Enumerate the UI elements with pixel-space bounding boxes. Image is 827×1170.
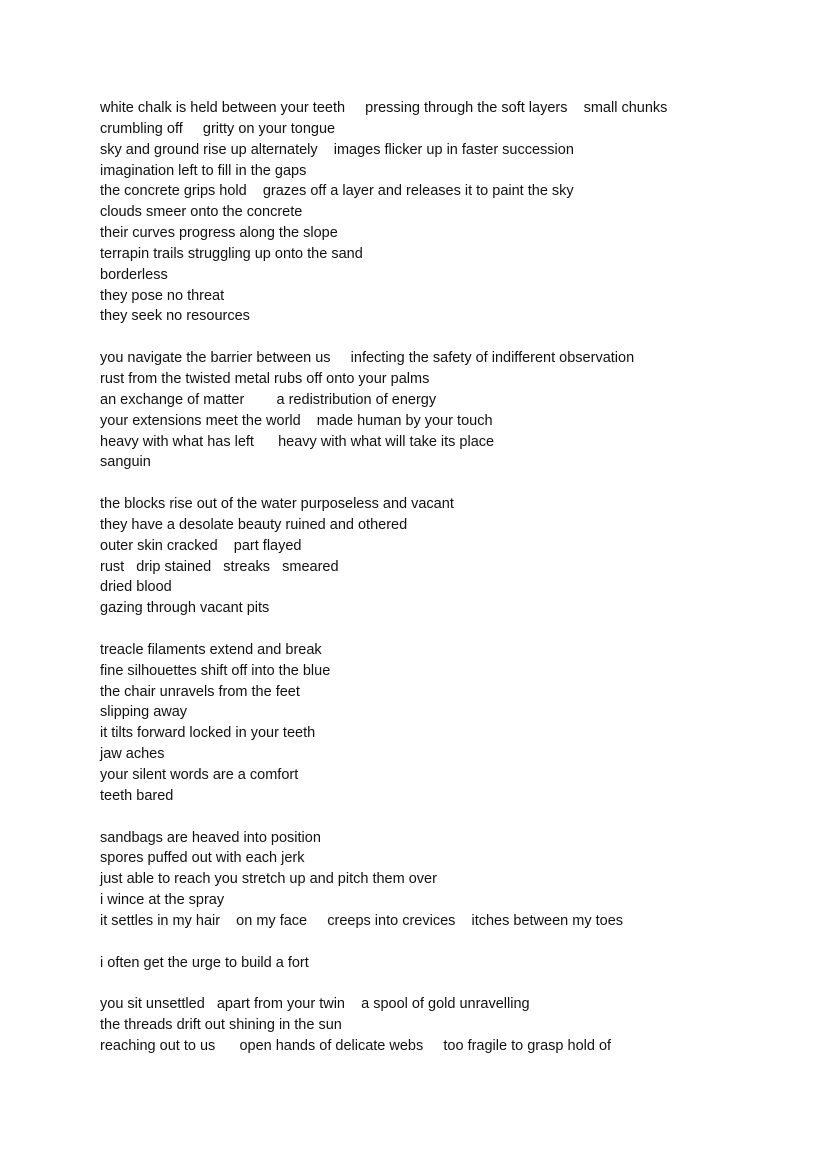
poem-line: the chair unravels from the feet: [100, 683, 300, 700]
poem-line: clouds smeer onto the concrete: [100, 204, 303, 221]
poem-line: fine silhouettes shift off into the blue: [100, 662, 331, 679]
poem-text: [100, 98, 800, 1057]
poem-line: gazing through vacant pits: [100, 600, 270, 617]
poem-line: rust from the twisted metal rubs off onto your palms: [100, 370, 430, 387]
poem-line: rust drip stained streaks smeared: [100, 558, 339, 575]
stanza-6: [100, 953, 800, 974]
poem-line: heavy with what has left heavy with what will take its place: [100, 433, 495, 450]
poem-line: they pose no threat: [100, 287, 225, 304]
stanza-1: [100, 98, 800, 327]
poem-line: your extensions meet the world made human by your touch: [100, 412, 493, 429]
poem-line: crumbling off gritty on your tongue: [100, 120, 336, 137]
stanza-break: [100, 473, 800, 494]
poem-line: sandbags are heaved into position: [100, 829, 321, 846]
stanza-4: [100, 640, 800, 807]
poem-line: terrapin trails struggling up onto the sand: [100, 245, 363, 262]
poem-line: the threads drift out shining in the sun: [100, 1017, 342, 1034]
stanza-2: [100, 348, 800, 473]
stanza-5: [100, 828, 800, 932]
poem-line: an exchange of matter a redistribution of energy: [100, 391, 437, 408]
poem-line: sanguin: [100, 454, 151, 471]
poem-line: sky and ground rise up alternately images flicker up in faster succession: [100, 141, 574, 158]
poem-line: outer skin cracked part flayed: [100, 537, 302, 554]
poem-line: spores puffed out with each jerk: [100, 850, 305, 867]
poem-line: they seek no resources: [100, 308, 250, 325]
stanza-3: [100, 494, 800, 619]
poem-line: i often get the urge to build a fort: [100, 954, 309, 971]
poem-line: treacle filaments extend and break: [100, 641, 322, 658]
poem-line: teeth bared: [100, 787, 174, 804]
poem-line: your silent words are a comfort: [100, 767, 299, 783]
poem-line: slipping away: [100, 704, 188, 721]
poem-line: it settles in my hair on my face creeps into crevices itches between my toes: [100, 912, 624, 929]
stanza-break: [100, 619, 800, 640]
stanza-break: [100, 807, 800, 828]
poem-line: their curves progress along the slope: [100, 225, 338, 242]
poem-line: it tilts forward locked in your teeth: [100, 725, 316, 742]
poem-line: you navigate the barrier between us infecting the safety of indifferent observation: [100, 350, 635, 367]
poem-line: dried blood: [100, 579, 172, 596]
poem-line: imagination left to fill in the gaps: [100, 162, 307, 179]
poem-line: reaching out to us open hands of delicate webs too fragile to grasp hold of: [100, 1037, 612, 1054]
poem-line: i wince at the spray: [100, 892, 225, 909]
poem-line: the concrete grips hold grazes off a layer and releases it to paint the sky: [100, 183, 574, 200]
stanza-break: [100, 327, 800, 348]
poem-line: white chalk is held between your teeth pressing through the soft layers small chunks: [100, 100, 668, 116]
stanza-7: [100, 994, 800, 1057]
poem-line: jaw aches: [100, 746, 165, 763]
poem-line: the blocks rise out of the water purposeless and vacant: [100, 496, 454, 513]
poem-line: borderless: [100, 266, 168, 283]
poem-line: just able to reach you stretch up and pitch them over: [100, 871, 437, 888]
stanza-break: [100, 932, 800, 953]
poem-line: you sit unsettled apart from your twin a spool of gold unravelling: [100, 996, 530, 1013]
stanza-break: [100, 973, 800, 994]
poem-line: they have a desolate beauty ruined and othered: [100, 516, 408, 533]
